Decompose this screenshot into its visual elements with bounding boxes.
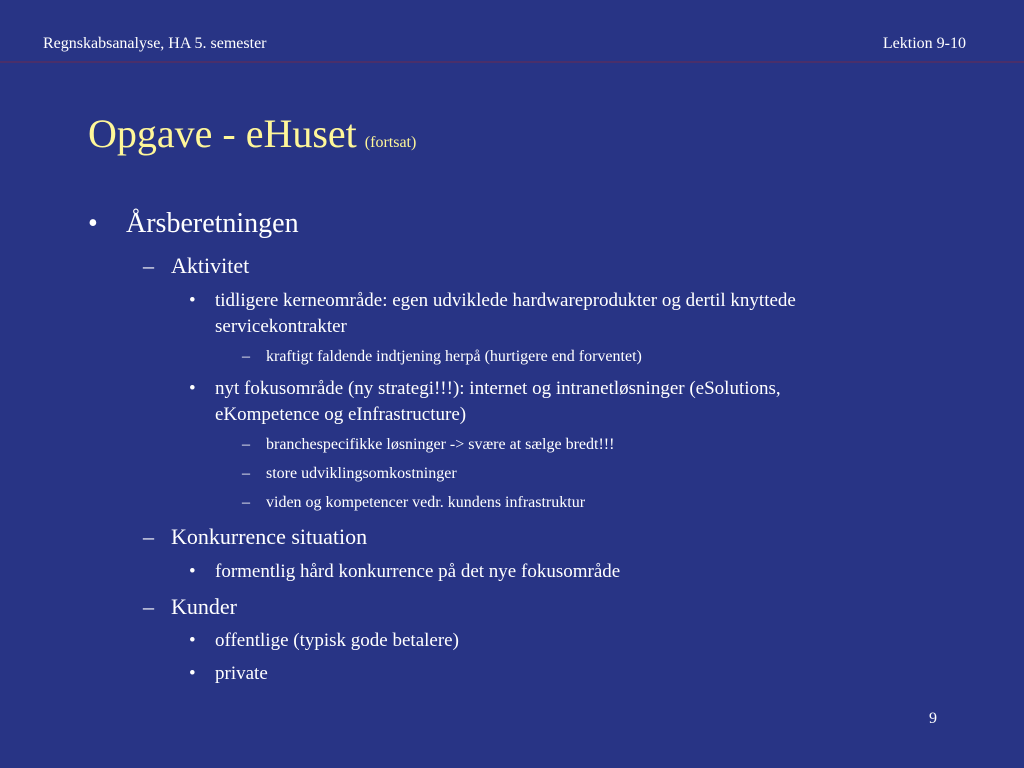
dash-marker: – — [143, 594, 154, 619]
bullet-marker: • — [88, 208, 98, 239]
dash-marker: – — [242, 465, 250, 482]
list-item: formentlig hård konkurrence på det nye fokusområde — [215, 561, 621, 582]
dash-marker: – — [143, 524, 154, 549]
subheading-kunder: Kunder — [171, 594, 237, 619]
subheading-konkurrence: Konkurrence situation — [171, 524, 368, 549]
bullet-arsberetningen: Årsberetningen — [126, 208, 299, 239]
subheading-aktivitet: Aktivitet — [171, 253, 250, 278]
slide-header — [0, 0, 1024, 66]
dash-marker: – — [242, 494, 250, 511]
title-suffix: (fortsat) — [364, 134, 417, 151]
list-subitem: branchespecifikke løsninger -> svære at sælge bredt!!! — [266, 436, 615, 453]
bullet-marker: • — [189, 663, 196, 684]
list-item: nyt fokusområde (ny strategi!!!): internet og intranetløsninger (eSolutions, — [215, 378, 781, 399]
bullet-marker: • — [189, 378, 196, 399]
header-divider — [0, 61, 1024, 63]
course-name: Regnskabsanalyse, HA 5. semester — [43, 35, 267, 52]
lecture-label: Lektion 9-10 — [882, 35, 966, 52]
page-number: 9 — [929, 710, 937, 727]
list-item: private — [215, 663, 268, 684]
list-item-continuation: servicekontrakter — [215, 316, 347, 337]
list-item: offentlige (typisk gode betalere) — [215, 630, 459, 651]
dash-marker: – — [242, 348, 250, 365]
list-subitem: store udviklingsomkostninger — [266, 465, 457, 482]
bullet-marker: • — [189, 630, 196, 651]
list-subitem: kraftigt faldende indtjening herpå (hurtigere end forventet) — [266, 348, 642, 365]
slide-title — [88, 108, 416, 160]
bullet-marker: • — [189, 561, 196, 582]
list-subitem: viden og kompetencer vedr. kundens infrastruktur — [266, 494, 586, 511]
title-text: Opgave - eHuset — [88, 111, 357, 156]
list-item-continuation: eKompetence og eInfrastructure) — [215, 404, 467, 425]
dash-marker: – — [242, 436, 250, 453]
bullet-marker: • — [189, 290, 196, 311]
list-item: tidligere kerneområde: egen udviklede hardwareprodukter og dertil knyttede — [215, 290, 796, 311]
dash-marker: – — [143, 253, 154, 278]
